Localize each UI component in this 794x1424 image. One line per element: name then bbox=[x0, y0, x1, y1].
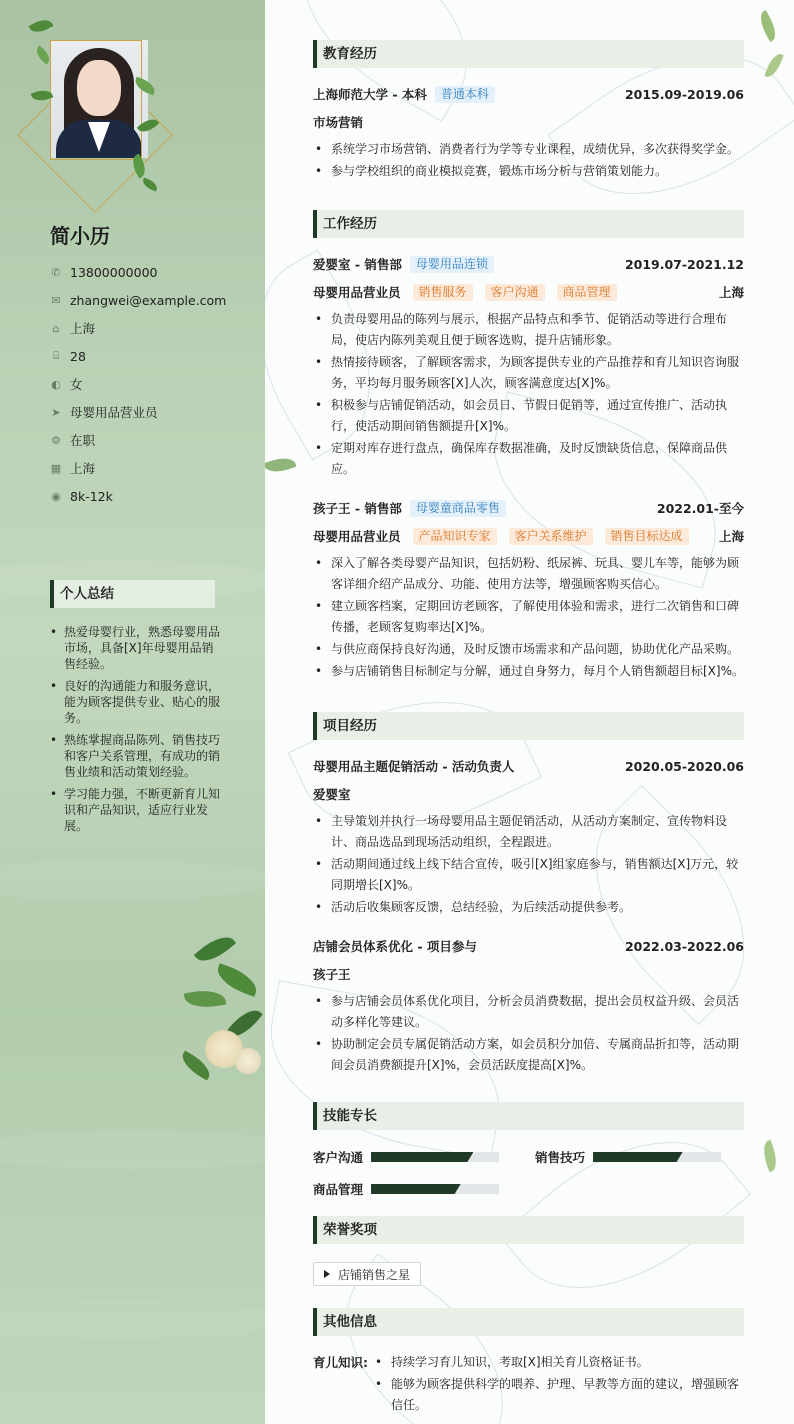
job-role-row bbox=[313, 283, 744, 301]
info-row: ⌂ 上海 bbox=[50, 314, 260, 342]
list-item: • 能够为顾客提供科学的喂养、护理、早教等方面的建议，增强顾客信任。 bbox=[373, 1374, 744, 1416]
list-item: • 深入了解各类母婴产品知识，包括奶粉、纸尿裤、玩具、婴儿车等，能够为顾客详细介绍产品成分、功能、使用方法等，增强顾客购买信心。 bbox=[313, 553, 744, 595]
education-title: 教育经历 bbox=[313, 40, 744, 68]
skill-bar bbox=[371, 1152, 499, 1162]
other-label: 育儿知识: bbox=[313, 1355, 368, 1370]
profile-name: 简小历 bbox=[50, 224, 110, 248]
send-icon: ➤ bbox=[51, 405, 61, 419]
info-row: ➤ 母婴用品营业员 bbox=[51, 405, 158, 420]
projects-title: 项目经历 bbox=[313, 712, 744, 740]
list-item: • 参与店铺会员体系优化项目，分析会员消费数据，提出会员权益升级、会员活动多样化等建议。 bbox=[313, 991, 744, 1033]
skill-name: 客户沟通 bbox=[313, 1150, 364, 1165]
awards-title: 荣誉奖项 bbox=[313, 1216, 744, 1244]
info-row: ◉ 8k-12k bbox=[51, 488, 113, 504]
skill-tag: 销售服务 bbox=[413, 284, 473, 301]
flower-decoration bbox=[175, 930, 265, 1090]
main-content bbox=[265, 0, 794, 1424]
job-list bbox=[313, 309, 744, 481]
skill-row bbox=[313, 1180, 499, 1198]
industry-tag: 母婴童商品零售 bbox=[410, 500, 506, 517]
list-item: • 与供应商保持良好沟通，及时反馈市场需求和产品问题，协助优化产品采购。 bbox=[313, 639, 744, 660]
education-list bbox=[313, 139, 744, 183]
school-name: 上海师范大学 - 本科 bbox=[313, 87, 427, 102]
list-item: • 良好的沟通能力和服务意识，能为顾客提供专业、贴心的服务。 bbox=[50, 678, 220, 726]
project-org-row bbox=[313, 785, 744, 803]
list-item: • 协助制定会员专属促销活动方案，如会员积分加倍、专属商品折扣等，活动期间会员消费额提升[X]%，会员活跃度提高[X]%。 bbox=[313, 1034, 744, 1076]
skill-tag: 产品知识专家 bbox=[413, 528, 497, 545]
project-header bbox=[313, 937, 744, 955]
award-name: 店铺销售之星 bbox=[338, 1267, 411, 1282]
salary-icon: ◉ bbox=[51, 489, 61, 503]
project-header bbox=[313, 757, 744, 775]
company-name: 爱婴室 - 销售部 bbox=[313, 257, 402, 272]
job-date: 2022.01-至今 bbox=[656, 501, 744, 516]
gender-icon: ◐ bbox=[51, 377, 61, 391]
skill-bar-fill bbox=[371, 1184, 461, 1194]
job-header bbox=[313, 255, 744, 273]
list-item: • 系统学习市场营销、消费者行为学等专业课程，成绩优异，多次获得奖学金。 bbox=[313, 139, 744, 160]
skill-tag: 客户关系维护 bbox=[509, 528, 593, 545]
project-list bbox=[313, 991, 744, 1077]
project-date: 2022.03-2022.06 bbox=[624, 938, 744, 954]
major-row bbox=[313, 113, 744, 131]
job-city: 上海 bbox=[718, 285, 744, 300]
work-title: 工作经历 bbox=[313, 210, 744, 238]
list-item: • 定期对库存进行盘点，确保库存数据准确，及时反馈缺货信息，保障商品供应。 bbox=[313, 438, 744, 480]
job-role: 母婴用品营业员 bbox=[313, 529, 401, 544]
job-city: 上海 bbox=[718, 529, 744, 544]
project-org-row bbox=[313, 965, 744, 983]
list-item: • 热爱母婴行业，熟悉母婴用品市场，具备[X]年母婴用品销售经验。 bbox=[50, 624, 220, 672]
skill-name: 销售技巧 bbox=[535, 1150, 586, 1165]
degree-tag: 普通本科 bbox=[435, 86, 495, 103]
list-item: • 活动期间通过线上线下结合宣传，吸引[X]组家庭参与，销售额达[X]万元，较同期增长[X]%。 bbox=[313, 854, 744, 896]
list-item: • 学习能力强，不断更新育儿知识和产品知识，适应行业发展。 bbox=[50, 786, 220, 834]
contact-info bbox=[50, 258, 260, 510]
list-item: • 参与学校组织的商业模拟竞赛，锻炼市场分析与营销策划能力。 bbox=[313, 161, 744, 182]
age-icon: ⌸ bbox=[52, 349, 60, 362]
job-date: 2019.07-2021.12 bbox=[624, 256, 744, 272]
project-org: 爱婴室 bbox=[313, 787, 351, 802]
education-date: 2015.09-2019.06 bbox=[624, 86, 744, 102]
job-role-row bbox=[313, 527, 744, 545]
list-item: • 持续学习育儿知识，考取[X]相关育儿资格证书。 bbox=[373, 1352, 744, 1373]
mail-icon: ✉ bbox=[51, 293, 61, 307]
info-row: ▦ 上海 bbox=[50, 461, 96, 476]
skill-tag: 销售目标达成 bbox=[605, 528, 689, 545]
summary-title: 个人总结 bbox=[50, 580, 215, 608]
play-triangle-icon bbox=[324, 1270, 330, 1278]
list-item: • 负责母婴用品的陈列与展示，根据产品特点和季节、促销活动等进行合理布局，使店内陈列美观且便于顾客选购，提升店铺形象。 bbox=[313, 309, 744, 351]
phone-icon: ✆ bbox=[51, 265, 61, 279]
info-row: ⌸ 28 bbox=[50, 342, 260, 370]
skill-bar bbox=[593, 1152, 721, 1162]
job-role: 母婴用品营业员 bbox=[313, 285, 401, 300]
skill-tag: 商品管理 bbox=[557, 284, 617, 301]
sidebar bbox=[0, 0, 265, 1424]
home-icon: ⌂ bbox=[52, 321, 60, 335]
job-header bbox=[313, 499, 744, 517]
skill-name: 商品管理 bbox=[313, 1182, 364, 1197]
project-org: 孩子王 bbox=[313, 967, 351, 982]
skill-row bbox=[313, 1148, 499, 1166]
skills-title: 技能专长 bbox=[313, 1102, 744, 1130]
skill-bar-fill bbox=[593, 1152, 683, 1162]
other-list bbox=[373, 1352, 744, 1417]
job-list bbox=[313, 553, 744, 683]
industry-tag: 母婴用品连锁 bbox=[410, 256, 494, 273]
company-name: 孩子王 - 销售部 bbox=[313, 501, 402, 516]
project-name: 店铺会员体系优化 - 项目参与 bbox=[313, 939, 477, 954]
skill-row bbox=[535, 1148, 721, 1166]
summary-list bbox=[50, 624, 220, 840]
list-item: • 建立顾客档案，定期回访老顾客，了解使用体验和需求，进行二次销售和口碑传播，老顾客复购率达[X]%。 bbox=[313, 596, 744, 638]
list-item: • 参与店铺销售目标制定与分解，通过自身努力，每月个人销售额超目标[X]%。 bbox=[313, 661, 744, 682]
skill-bar-fill bbox=[371, 1152, 473, 1162]
skill-tag: 客户沟通 bbox=[485, 284, 545, 301]
city-icon: ▦ bbox=[50, 461, 62, 475]
info-row: ✆ 13800000000 bbox=[51, 264, 158, 280]
info-row: ⚙ 在职 bbox=[51, 433, 96, 448]
award-item bbox=[313, 1262, 421, 1286]
avatar bbox=[30, 20, 160, 195]
education-header bbox=[313, 85, 744, 103]
list-item: • 主导策划并执行一场母婴用品主题促销活动，从活动方案制定、宣传物料设计、商品选品到现场活动组织，全程跟进。 bbox=[313, 811, 744, 853]
info-row: ✉ zhangwei@example.com bbox=[51, 292, 227, 308]
major: 市场营销 bbox=[313, 115, 364, 130]
project-list bbox=[313, 811, 744, 919]
skill-bar bbox=[371, 1184, 499, 1194]
other-title: 其他信息 bbox=[313, 1308, 744, 1336]
project-name: 母婴用品主题促销活动 - 活动负责人 bbox=[313, 759, 515, 774]
status-icon: ⚙ bbox=[51, 433, 61, 447]
list-item: • 积极参与店铺促销活动，如会员日、节假日促销等，通过宣传推广、活动执行，使活动期间销售额提升[X]%。 bbox=[313, 395, 744, 437]
list-item: • 热情接待顾客，了解顾客需求，为顾客提供专业的产品推荐和育儿知识咨询服务，平均每月服务顾客[X]人次，顾客满意度达[X]%。 bbox=[313, 352, 744, 394]
project-date: 2020.05-2020.06 bbox=[624, 758, 744, 774]
list-item: • 熟练掌握商品陈列、销售技巧和客户关系管理，有成功的销售业绩和活动策划经验。 bbox=[50, 732, 220, 780]
list-item: • 活动后收集顾客反馈，总结经验，为后续活动提供参考。 bbox=[313, 897, 744, 918]
info-row: ◐ 女 bbox=[51, 377, 83, 392]
